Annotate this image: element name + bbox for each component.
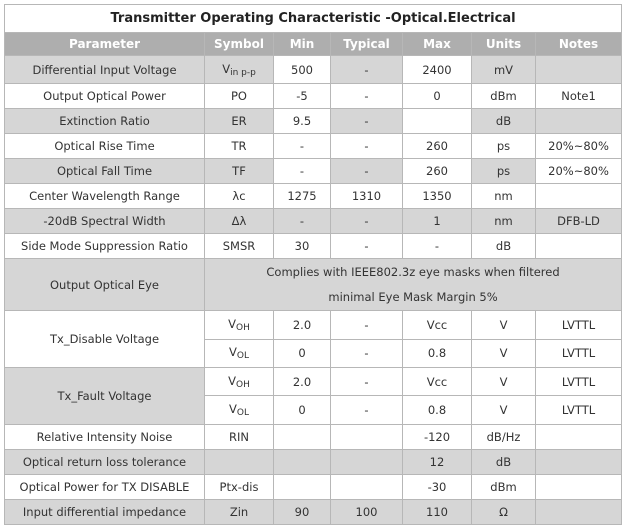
symbol-subscript: OL [236,408,249,419]
eye-mask-line-1: Complies with IEEE802.3z eye masks when filtered [266,264,560,279]
symbol-cell: SMSR [205,234,274,259]
symbol-main: V [229,402,237,417]
min-cell: 1275 [274,184,331,209]
notes-cell [536,424,622,449]
symbol-cell [205,339,274,367]
notes-cell: LVTTL [536,311,622,339]
units-cell: V [472,396,536,424]
typical-cell: 100 [331,499,403,524]
min-cell: 0 [274,396,331,424]
symbol-cell [205,449,274,474]
notes-cell: LVTTL [536,368,622,396]
max-cell: 0.8 [403,396,472,424]
table-row [5,499,622,524]
header-notes: Notes [536,33,622,56]
table-row [5,109,622,134]
symbol-cell: Ptx-dis [205,474,274,499]
parameter-cell: Optical Power for TX DISABLE [5,474,205,499]
notes-cell: DFB-LD [536,209,622,234]
header-row [5,33,622,56]
max-cell: 0 [403,84,472,109]
units-cell: dB [472,449,536,474]
units-cell: dB/Hz [472,424,536,449]
table-row [5,159,622,184]
header-parameter: Parameter [5,33,205,56]
units-cell: dBm [472,84,536,109]
min-cell: 500 [274,56,331,84]
typical-cell: - [331,209,403,234]
typical-cell [331,424,403,449]
symbol-subscript: OH [236,379,250,390]
parameter-cell: Input differential impedance [5,499,205,524]
typical-cell [331,449,403,474]
table-row [5,368,622,396]
symbol-main: V [222,61,231,76]
notes-cell [536,499,622,524]
min-cell: 2.0 [274,368,331,396]
max-cell: 1 [403,209,472,234]
max-cell: Vcc [403,311,472,339]
notes-cell [536,234,622,259]
header-min: Min [274,33,331,56]
units-cell: Ω [472,499,536,524]
symbol-cell [205,311,274,339]
notes-cell: LVTTL [536,339,622,367]
header-symbol: Symbol [205,33,274,56]
notes-cell [536,109,622,134]
max-cell [403,109,472,134]
symbol-main: V [228,317,236,332]
max-cell: 0.8 [403,339,472,367]
units-cell: dBm [472,474,536,499]
min-cell: 9.5 [274,109,331,134]
units-cell: nm [472,209,536,234]
header-units: Units [472,33,536,56]
symbol-cell: Zin [205,499,274,524]
eye-mask-line-2: minimal Eye Mask Margin 5% [328,289,498,304]
symbol-cell [205,368,274,396]
max-cell: -120 [403,424,472,449]
min-cell: - [274,134,331,159]
typical-cell: - [331,339,403,367]
symbol-cell: RIN [205,424,274,449]
parameter-cell: Output Optical Eye [5,259,205,311]
notes-cell [536,184,622,209]
symbol-cell: TF [205,159,274,184]
typical-cell: - [331,134,403,159]
table-row [5,134,622,159]
typical-cell: - [331,234,403,259]
notes-cell [536,474,622,499]
symbol-cell: Δλ [205,209,274,234]
symbol-cell [205,396,274,424]
table-row [5,184,622,209]
units-cell: nm [472,184,536,209]
parameter-cell: -20dB Spectral Width [5,209,205,234]
typical-cell: - [331,311,403,339]
max-cell: 110 [403,499,472,524]
typical-cell: 1310 [331,184,403,209]
table-title: Transmitter Operating Characteristic -Optical.Electrical [5,5,622,33]
typical-cell: - [331,159,403,184]
min-cell: - [274,159,331,184]
min-cell: 2.0 [274,311,331,339]
min-cell: 0 [274,339,331,367]
table-row [5,84,622,109]
parameter-cell: Differential Input Voltage [5,56,205,84]
typical-cell: - [331,368,403,396]
typical-cell: - [331,396,403,424]
units-cell: V [472,311,536,339]
symbol-cell [205,56,274,84]
min-cell [274,474,331,499]
min-cell: -5 [274,84,331,109]
max-cell: 260 [403,134,472,159]
transmitter-characteristics-table [4,4,622,525]
table-row [5,259,622,311]
symbol-cell: ER [205,109,274,134]
parameter-cell: Tx_Disable Voltage [5,311,205,368]
header-typical: Typical [331,33,403,56]
symbol-main: V [228,373,236,388]
table-row [5,209,622,234]
table-row [5,449,622,474]
parameter-cell: Extinction Ratio [5,109,205,134]
notes-cell [536,56,622,84]
table-row [5,56,622,84]
max-cell: 2400 [403,56,472,84]
max-cell: -30 [403,474,472,499]
max-cell: Vcc [403,368,472,396]
table-row [5,234,622,259]
symbol-subscript: OL [236,351,249,362]
symbol-main: V [229,345,237,360]
units-cell: mV [472,56,536,84]
parameter-cell: Output Optical Power [5,84,205,109]
symbol-cell: TR [205,134,274,159]
notes-cell: 20%~80% [536,134,622,159]
parameter-cell: Optical Rise Time [5,134,205,159]
max-cell: 1350 [403,184,472,209]
typical-cell: - [331,56,403,84]
typical-cell [331,474,403,499]
units-cell: dB [472,109,536,134]
notes-cell: 20%~80% [536,159,622,184]
min-cell: - [274,209,331,234]
units-cell: ps [472,159,536,184]
parameter-cell: Relative Intensity Noise [5,424,205,449]
max-cell: 12 [403,449,472,474]
table-row [5,424,622,449]
parameter-cell: Side Mode Suppression Ratio [5,234,205,259]
symbol-cell: PO [205,84,274,109]
header-max: Max [403,33,472,56]
symbol-subscript: in p-p [230,67,256,78]
typical-cell: - [331,109,403,134]
units-cell: dB [472,234,536,259]
notes-cell: Note1 [536,84,622,109]
symbol-subscript: OH [236,323,250,334]
symbol-cell: λc [205,184,274,209]
parameter-cell: Tx_Fault Voltage [5,368,205,425]
notes-cell [536,449,622,474]
parameter-cell: Optical return loss tolerance [5,449,205,474]
parameter-cell: Optical Fall Time [5,159,205,184]
notes-cell: LVTTL [536,396,622,424]
table-row [5,474,622,499]
units-cell: V [472,339,536,367]
parameter-cell: Center Wavelength Range [5,184,205,209]
units-cell: V [472,368,536,396]
min-cell: 30 [274,234,331,259]
max-cell: 260 [403,159,472,184]
typical-cell: - [331,84,403,109]
table-row [5,311,622,339]
min-cell [274,449,331,474]
units-cell: ps [472,134,536,159]
min-cell [274,424,331,449]
max-cell: - [403,234,472,259]
eye-mask-note-cell [205,259,622,311]
min-cell: 90 [274,499,331,524]
